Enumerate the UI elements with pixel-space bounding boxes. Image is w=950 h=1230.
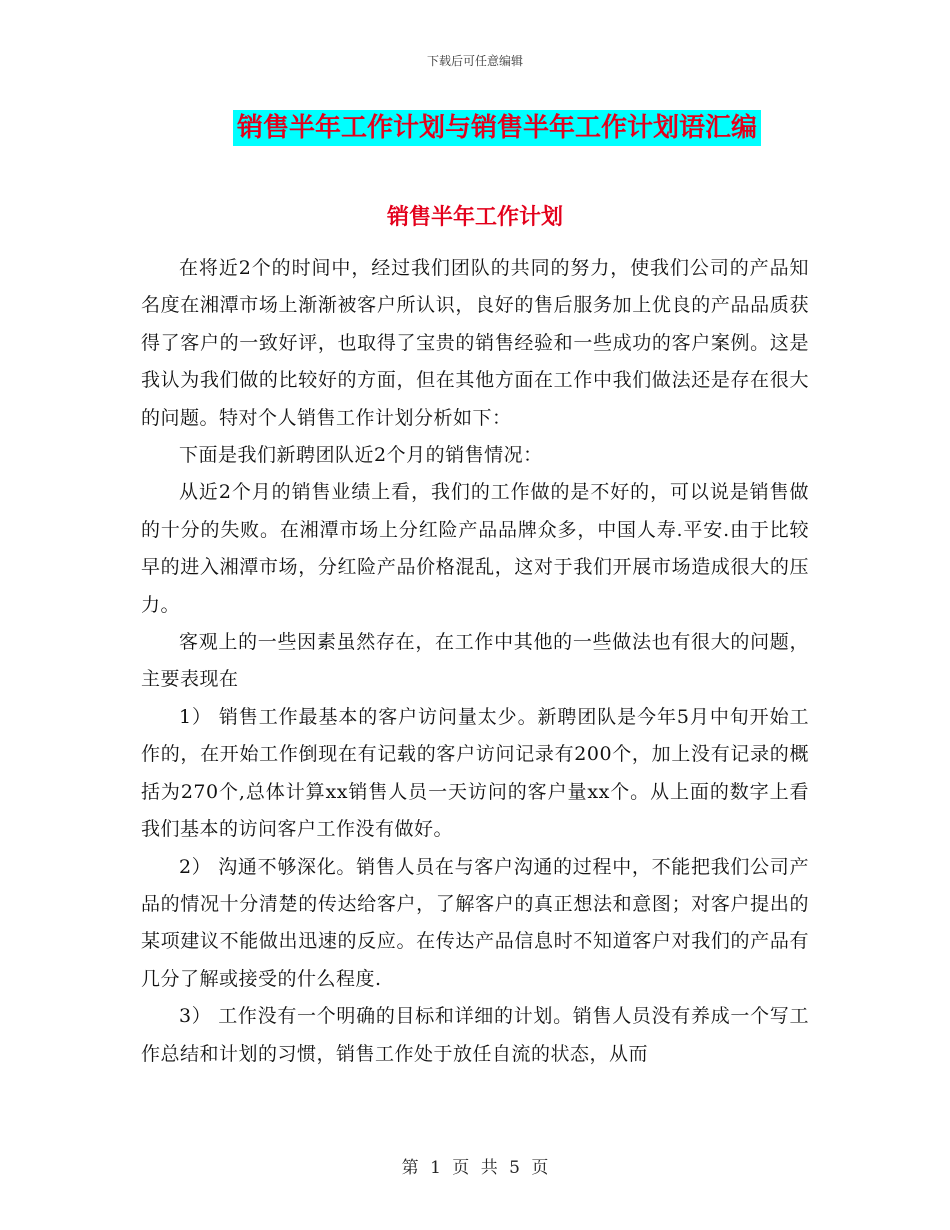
paragraph: 客观上的一些因素虽然存在，在工作中其他的一些做法也有很大的问题，主要表现在: [141, 631, 809, 691]
paragraph: 从近2个月的销售业绩上看，我们的工作做的是不好的，可以说是销售做的十分的失败。在湘潭市场上分红险产品品牌众多，中国人寿.平安.由于比较早的进入湘潭市场，分红险产品价格混乱，这对于我们开展市场造成很大的压力。: [141, 481, 809, 616]
paragraph: 在将近2个的时间中，经过我们团队的共同的努力，使我们公司的产品知名度在湘潭市场上渐渐被客户所认识，良好的售后服务加上优良的产品品质获得了客户的一致好评，也取得了宝贵的销售经验和一些成功的客户案例。这是我认为我们做的比较好的方面，但在其他方面在工作中我们做法还是存在很大的问题。特对个人销售工作计划分析如下：: [141, 257, 809, 429]
document-title: 销售半年工作计划与销售半年工作计划语汇编: [233, 110, 761, 146]
page-indicator: 第 1 页 共 5 页: [401, 1158, 549, 1178]
paragraph: 1） 销售工作最基本的客户访问量太少。新聘团队是今年5月中旬开始工作的，在开始工作倒现在有记载的客户访问记录有200个，加上没有记录的概括为270个,总体计算xx销售人员一天访问的客户量xx个。从上面的数字上看我们基本的访问客户工作没有做好。: [141, 705, 809, 841]
document-title-container: [0, 110, 950, 146]
paragraph: 2） 沟通不够深化。销售人员在与客户沟通的过程中，不能把我们公司产品的情况十分清楚的传达给客户，了解客户的真正想法和意图；对客户提出的某项建议不能做出迅速的反应。在传达产品信息时不知道客户对我们的产品有几分了解或接受的什么程度.: [141, 855, 809, 990]
header-note: 下载后可任意编辑: [426, 54, 523, 68]
paragraph: 下面是我们新聘团队近2个月的销售情况：: [179, 444, 543, 467]
paragraph: 3） 工作没有一个明确的目标和详细的计划。销售人员没有养成一个写工作总结和计划的习惯，销售工作处于放任自流的状态，从而: [141, 1005, 809, 1065]
document-body: [141, 250, 809, 1073]
section-title: 销售半年工作计划: [386, 205, 563, 230]
